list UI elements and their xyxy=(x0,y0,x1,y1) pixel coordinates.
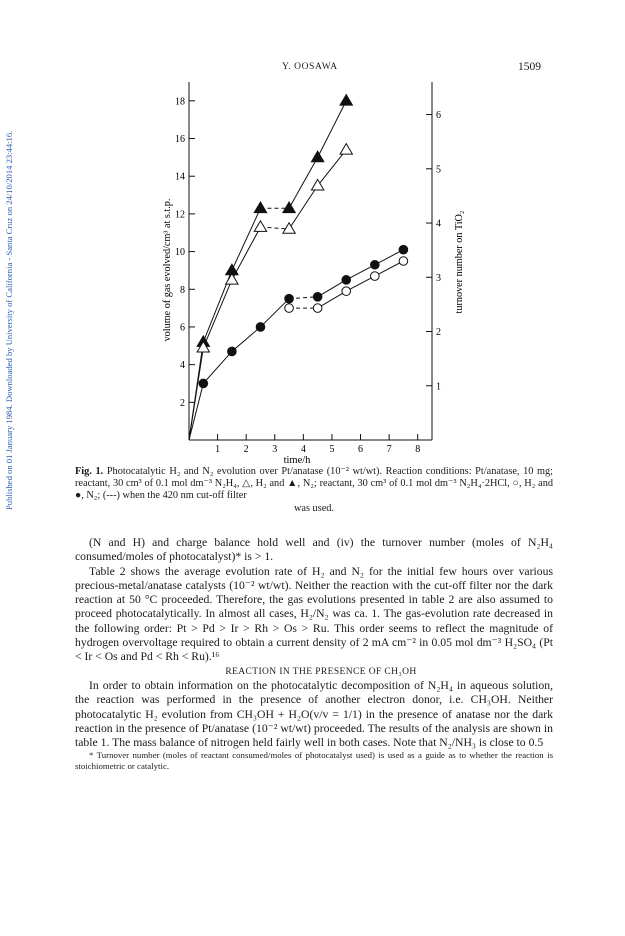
x-tick-label: 8 xyxy=(415,444,421,455)
filled-circle-marker xyxy=(285,294,294,303)
series-line-segment xyxy=(232,208,261,270)
chart-ticks xyxy=(175,96,441,455)
filled-circle-marker xyxy=(199,379,208,388)
y2-tick-label: 6 xyxy=(436,110,441,122)
figure-caption xyxy=(75,466,553,515)
paragraph-1: (N and H) and charge balance hold well and (iv) the turnover number (moles of N₂H₄ consumed/moles of photocatalyst)* is > 1. xyxy=(75,536,553,564)
caption-last-line: was used. xyxy=(293,502,335,514)
y-tick-label: 14 xyxy=(175,171,185,183)
series-line-segment xyxy=(318,101,347,158)
y-tick-label: 8 xyxy=(180,284,185,296)
filled-circle-marker xyxy=(399,245,408,254)
filled-circle-marker xyxy=(228,347,237,356)
section-heading: REACTION IN THE PRESENCE OF CH₃OH xyxy=(225,666,417,677)
y-tick-label: 16 xyxy=(175,134,185,146)
y2-tick-label: 4 xyxy=(436,218,441,230)
y-tick-label: 2 xyxy=(180,397,185,409)
y2-tick-label: 5 xyxy=(436,164,441,176)
y-tick-label: 10 xyxy=(175,247,185,259)
filled-triangle-marker xyxy=(254,202,266,213)
y-tick-label: 12 xyxy=(175,209,185,221)
chart-markers xyxy=(197,95,408,388)
y-tick-label: 18 xyxy=(175,96,185,108)
caption-label: Fig. 1. xyxy=(75,466,104,477)
series-line-segment xyxy=(203,351,232,383)
open-triangle-marker xyxy=(254,221,266,232)
chart-series-lines xyxy=(189,101,403,440)
series-line-segment xyxy=(260,299,289,327)
filled-circle-marker xyxy=(313,293,322,302)
y2-axis-label: turnover number on TiO₂ xyxy=(454,210,465,314)
x-tick-label: 3 xyxy=(272,444,278,455)
filled-circle-marker xyxy=(256,323,265,332)
y2-tick-label: 2 xyxy=(436,327,441,339)
open-triangle-marker xyxy=(283,223,295,234)
y2-tick-label: 3 xyxy=(436,272,441,284)
x-axis-label: time/h xyxy=(283,455,311,466)
x-tick-label: 7 xyxy=(386,444,392,455)
y-axis-label: volume of gas evolved/cm³ at s.t.p. xyxy=(162,198,173,342)
open-circle-marker xyxy=(342,287,351,296)
series-line-segment xyxy=(203,280,232,348)
running-head-author: Y. OOSAWA xyxy=(282,62,338,72)
x-tick-label: 2 xyxy=(243,444,249,455)
open-circle-marker xyxy=(399,257,408,266)
open-circle-marker xyxy=(313,304,322,313)
open-triangle-marker xyxy=(340,144,352,155)
x-tick-label: 6 xyxy=(358,444,364,455)
download-watermark: Published on 01 January 1984. Downloaded by University of California - Santa Cruz on 24/10/2014 23:44:16. xyxy=(4,130,14,510)
filled-circle-marker xyxy=(342,276,351,285)
series-line-segment xyxy=(318,150,347,186)
y2-tick-label: 1 xyxy=(436,381,441,393)
body-text xyxy=(75,536,553,771)
series-line-segment xyxy=(232,327,261,351)
series-line-segment xyxy=(289,186,318,229)
paragraph-2: Table 2 shows the average evolution rate of H₂ and N₂ for the initial few hours over various precious-metal/anatase catalysts (10⁻² wt/wt). Neither the reaction with the cut-off filter nor the dark reaction at 50 °C proceeded. Therefore, the gas evolutions presented in table 2 are also assumed to proceed photocatalytically. In almost all cases, H₂/N₂ was ca. 1. The gas-evolution rate decreased in the following order: Pt > Pd > Ir > Rh > Os > Ru. This order seems to reflect the magnitude of hydrogen overvoltage required to obtain a current density of 2 mA cm⁻² in 0.05 mol dm⁻³ H₂SO₄ (Pt < Ir < Os and Pd < Rh < Ru).¹⁶ xyxy=(75,564,553,664)
open-triangle-marker xyxy=(311,179,323,190)
footnote: * Turnover number (moles of reactant consumed/moles of photocatalyst used) is used as a guide as to whether the reaction is stoichiometric or catalytic. xyxy=(75,750,553,771)
filled-triangle-marker xyxy=(283,202,295,213)
page-number: 1509 xyxy=(518,61,541,73)
open-circle-marker xyxy=(371,272,380,281)
filled-triangle-marker xyxy=(311,151,323,162)
series-line-segment xyxy=(289,157,318,208)
open-circle-marker xyxy=(285,304,294,313)
paragraph-3: In order to obtain information on the photocatalytic decomposition of N₂H₄ in aqueous solution, the reaction was performed in the presence of another electron donor, i.e. CH₃OH. Neither photocatalytic H₂ evolution from CH₃OH + H₂O(v/v = 1/1) in the presence of anatase nor the dark reaction in the presence of Pt/anatase (10⁻² wt/wt) proceeded. The results of the analysis are shown in table 1. The mass balance of nitrogen held fairly well in both cases. Note that N₂/NH₃ is close to 0.5 xyxy=(75,678,553,750)
filled-triangle-marker xyxy=(340,95,352,106)
x-tick-label: 1 xyxy=(215,444,221,455)
chart-axes xyxy=(189,82,432,440)
x-tick-label: 5 xyxy=(329,444,335,455)
y-tick-label: 6 xyxy=(180,322,185,334)
filled-circle-marker xyxy=(371,260,380,269)
caption-text: Photocatalytic H₂ and N₂ evolution over Pt/anatase (10⁻² wt/wt). Reaction conditions: Pt/anatase, 10 mg; reactant, 30 cm³ of 0.1 mol dm⁻³ N₂H₄, △, H₂ and ▲, N₂; reactant, 30 cm³ of 0.1 mol dm⁻³ N₂H₄·2HCl, ○, H₂ and ●, N₂; (---) when the 420 nm cut-off filter xyxy=(75,466,554,502)
y-tick-label: 4 xyxy=(180,360,185,372)
x-tick-label: 4 xyxy=(300,444,306,455)
